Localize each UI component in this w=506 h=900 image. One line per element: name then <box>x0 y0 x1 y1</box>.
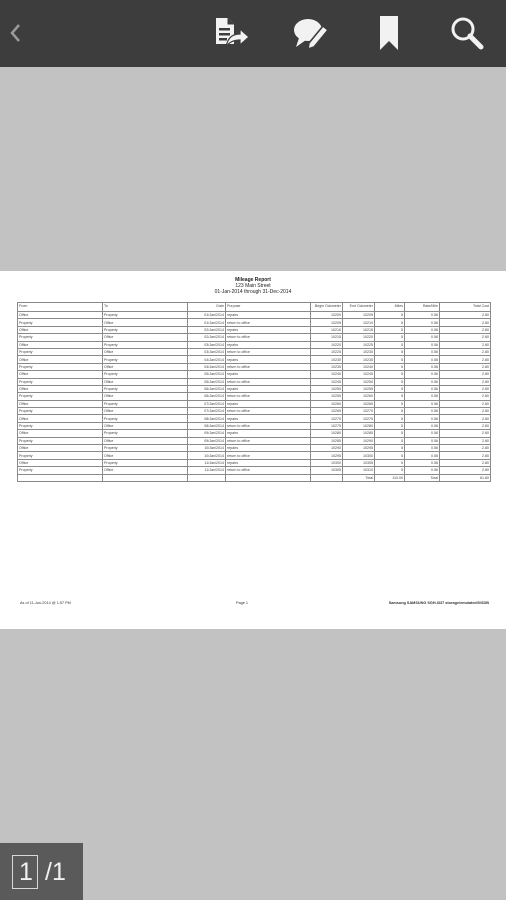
table-cell: 2.80 <box>440 378 491 385</box>
table-cell: 10295 <box>311 452 343 459</box>
annotate-pen-icon <box>291 14 331 52</box>
table-cell: Property <box>103 326 188 333</box>
table-cell: Office <box>103 393 188 400</box>
table-cell: 10240 <box>311 371 343 378</box>
empty-cell <box>188 474 226 481</box>
total-pages: /1 <box>45 858 66 886</box>
table-cell: return to office <box>226 408 311 415</box>
table-cell: 10275 <box>311 422 343 429</box>
table-cell: 10285 <box>311 437 343 444</box>
table-cell: Office <box>18 385 103 392</box>
table-cell: 5 <box>375 341 405 348</box>
table-cell: Office <box>103 437 188 444</box>
table-cell: 10210 <box>311 326 343 333</box>
table-cell: 10245 <box>343 371 375 378</box>
share-pdf-icon <box>212 14 252 52</box>
table-cell: 0.56 <box>405 312 440 319</box>
table-cell: 5 <box>375 408 405 415</box>
table-cell: 10245 <box>311 378 343 385</box>
table-cell: 2.80 <box>440 385 491 392</box>
table-cell: 0.56 <box>405 452 440 459</box>
empty-cell <box>103 474 188 481</box>
table-cell: 10220 <box>311 341 343 348</box>
table-row <box>18 334 491 341</box>
table-cell: 2.80 <box>440 348 491 355</box>
table-cell: 5 <box>375 422 405 429</box>
table-row <box>18 422 491 429</box>
table-cell: 0.56 <box>405 378 440 385</box>
table-cell: Office <box>103 408 188 415</box>
table-cell: 0.56 <box>405 334 440 341</box>
table-cell: 10225 <box>311 348 343 355</box>
table-cell: 10255 <box>311 393 343 400</box>
table-cell: Property <box>18 319 103 326</box>
table-cell: Office <box>18 312 103 319</box>
table-cell: 10215 <box>311 334 343 341</box>
column-header: Rate/Mile <box>405 303 440 312</box>
table-cell: 5 <box>375 326 405 333</box>
table-cell: 10280 <box>343 422 375 429</box>
table-cell: Office <box>103 467 188 474</box>
totals-cell: Total <box>343 474 375 481</box>
column-header: Miles <box>375 303 405 312</box>
table-cell: repairs <box>226 385 311 392</box>
totals-cell: Total <box>405 474 440 481</box>
table-cell: 09/Jan/2014 <box>188 437 226 444</box>
table-cell: Property <box>18 348 103 355</box>
table-cell: 11/Jan/2014 <box>188 459 226 466</box>
table-cell: 02/Jan/2014 <box>188 326 226 333</box>
column-header: Date <box>188 303 226 312</box>
table-cell: 09/Jan/2014 <box>188 430 226 437</box>
table-cell: 02/Jan/2014 <box>188 334 226 341</box>
table-cell: return to office <box>226 393 311 400</box>
table-cell: 2.80 <box>440 326 491 333</box>
column-header: To <box>103 303 188 312</box>
table-cell: 5 <box>375 371 405 378</box>
table-cell: 0.56 <box>405 393 440 400</box>
table-cell: 5 <box>375 334 405 341</box>
table-cell: 01/Jan/2014 <box>188 312 226 319</box>
table-cell: 0.56 <box>405 467 440 474</box>
totals-row <box>18 474 491 481</box>
table-cell: Office <box>103 348 188 355</box>
table-cell: 03/Jan/2014 <box>188 341 226 348</box>
table-cell: Property <box>18 467 103 474</box>
table-cell: 5 <box>375 459 405 466</box>
table-row <box>18 467 491 474</box>
table-cell: 10225 <box>343 341 375 348</box>
table-cell: Property <box>103 400 188 407</box>
table-cell: 2.80 <box>440 452 491 459</box>
table-cell: Office <box>103 422 188 429</box>
table-cell: 0.56 <box>405 400 440 407</box>
table-cell: 10260 <box>311 400 343 407</box>
toolbar <box>0 0 506 67</box>
table-cell: 0.56 <box>405 341 440 348</box>
table-row <box>18 363 491 370</box>
table-cell: 10230 <box>311 356 343 363</box>
table-row <box>18 430 491 437</box>
table-row <box>18 319 491 326</box>
table-cell: 5 <box>375 356 405 363</box>
table-cell: 07/Jan/2014 <box>188 400 226 407</box>
table-cell: 5 <box>375 319 405 326</box>
totals-cell: 110.00 <box>375 474 405 481</box>
table-row <box>18 452 491 459</box>
table-cell: 0.56 <box>405 356 440 363</box>
table-cell: 0.56 <box>405 408 440 415</box>
table-cell: return to office <box>226 363 311 370</box>
back-button[interactable] <box>2 10 28 56</box>
table-cell: 05/Jan/2014 <box>188 371 226 378</box>
empty-cell <box>18 474 103 481</box>
table-cell: Property <box>103 430 188 437</box>
table-cell: repairs <box>226 459 311 466</box>
table-row <box>18 371 491 378</box>
table-cell: Office <box>18 445 103 452</box>
table-row <box>18 415 491 422</box>
table-cell: Office <box>18 356 103 363</box>
table-cell: 10/Jan/2014 <box>188 445 226 452</box>
table-cell: 2.80 <box>440 437 491 444</box>
table-cell: repairs <box>226 371 311 378</box>
table-cell: Office <box>18 430 103 437</box>
column-header: Purpose <box>226 303 311 312</box>
table-cell: 10200 <box>311 312 343 319</box>
table-cell: 2.80 <box>440 467 491 474</box>
current-page: 1 <box>19 858 33 886</box>
table-cell: 10255 <box>343 385 375 392</box>
table-cell: Office <box>18 326 103 333</box>
table-cell: Property <box>18 334 103 341</box>
table-cell: return to office <box>226 348 311 355</box>
table-cell: 5 <box>375 312 405 319</box>
table-cell: Office <box>103 378 188 385</box>
table-cell: repairs <box>226 356 311 363</box>
table-cell: Property <box>103 356 188 363</box>
table-cell: 10285 <box>343 430 375 437</box>
column-header: Begin Odometer <box>311 303 343 312</box>
table-cell: 0.56 <box>405 437 440 444</box>
table-cell: 0.56 <box>405 363 440 370</box>
table-cell: 2.80 <box>440 393 491 400</box>
table-cell: 10235 <box>311 363 343 370</box>
table-cell: 5 <box>375 393 405 400</box>
table-cell: 5 <box>375 400 405 407</box>
table-cell: 5 <box>375 363 405 370</box>
table-cell: Property <box>18 378 103 385</box>
table-cell: 06/Jan/2014 <box>188 393 226 400</box>
column-header: Total Cost <box>440 303 491 312</box>
table-cell: 10310 <box>343 467 375 474</box>
back-chevron-icon <box>8 22 22 44</box>
table-cell: Office <box>18 371 103 378</box>
table-cell: Property <box>18 422 103 429</box>
table-cell: Office <box>103 363 188 370</box>
table-cell: 2.80 <box>440 430 491 437</box>
table-cell: 10270 <box>343 408 375 415</box>
column-header: From <box>18 303 103 312</box>
table-cell: Property <box>103 341 188 348</box>
table-cell: 5 <box>375 437 405 444</box>
table-cell: return to office <box>226 319 311 326</box>
footer-timestamp: As of 11-Jun-2014 @ 1:57 PM <box>20 601 71 605</box>
search-button[interactable] <box>444 10 490 56</box>
table-cell: 2.80 <box>440 341 491 348</box>
table-cell: 10290 <box>343 437 375 444</box>
table-cell: 2.80 <box>440 334 491 341</box>
table-cell: return to office <box>226 452 311 459</box>
table-cell: 10300 <box>311 459 343 466</box>
table-cell: Property <box>18 437 103 444</box>
table-cell: repairs <box>226 312 311 319</box>
table-cell: 10230 <box>343 348 375 355</box>
totals-cell: 61.60 <box>440 474 491 481</box>
empty-cell <box>311 474 343 481</box>
table-cell: Property <box>18 393 103 400</box>
table-cell: Office <box>18 341 103 348</box>
table-cell: Office <box>103 452 188 459</box>
table-cell: 2.80 <box>440 422 491 429</box>
table-cell: Property <box>103 312 188 319</box>
table-cell: repairs <box>226 430 311 437</box>
table-cell: 10295 <box>343 445 375 452</box>
bookmark-button[interactable] <box>366 10 412 56</box>
table-cell: 2.80 <box>440 415 491 422</box>
footer-page-number: Page 1 <box>236 601 249 605</box>
table-cell: 10260 <box>343 393 375 400</box>
table-cell: 10305 <box>343 459 375 466</box>
table-cell: repairs <box>226 326 311 333</box>
table-cell: 10250 <box>311 385 343 392</box>
table-cell: 5 <box>375 415 405 422</box>
table-row <box>18 326 491 333</box>
table-cell: 10205 <box>311 319 343 326</box>
table-cell: 0.56 <box>405 445 440 452</box>
table-cell: repairs <box>226 445 311 452</box>
table-cell: 10220 <box>343 334 375 341</box>
table-cell: repairs <box>226 341 311 348</box>
table-cell: 5 <box>375 452 405 459</box>
table-row <box>18 348 491 355</box>
table-cell: 01/Jan/2014 <box>188 319 226 326</box>
table-header-row <box>18 303 491 312</box>
table-row <box>18 385 491 392</box>
empty-cell <box>226 474 311 481</box>
table-cell: 10290 <box>311 445 343 452</box>
table-cell: 10205 <box>343 312 375 319</box>
report-address: 123 Main Street <box>235 283 271 289</box>
table-cell: 10/Jan/2014 <box>188 452 226 459</box>
table-row <box>18 400 491 407</box>
table-cell: 0.56 <box>405 385 440 392</box>
table-cell: 10270 <box>311 415 343 422</box>
table-cell: 11/Jan/2014 <box>188 467 226 474</box>
table-cell: 2.80 <box>440 312 491 319</box>
table-cell: 5 <box>375 430 405 437</box>
table-cell: 10210 <box>343 319 375 326</box>
table-cell: Office <box>18 415 103 422</box>
bookmark-icon <box>376 14 402 52</box>
table-cell: 0.56 <box>405 326 440 333</box>
table-cell: Property <box>103 385 188 392</box>
table-cell: Property <box>103 445 188 452</box>
table-cell: return to office <box>226 437 311 444</box>
table-cell: repairs <box>226 415 311 422</box>
table-cell: Property <box>103 415 188 422</box>
table-cell: Property <box>18 408 103 415</box>
table-cell: 10235 <box>343 356 375 363</box>
table-cell: 04/Jan/2014 <box>188 356 226 363</box>
table-row <box>18 312 491 319</box>
table-cell: return to office <box>226 422 311 429</box>
table-cell: return to office <box>226 378 311 385</box>
table-cell: return to office <box>226 334 311 341</box>
pdf-page[interactable] <box>0 271 506 629</box>
table-cell: 0.56 <box>405 319 440 326</box>
table-cell: 0.56 <box>405 371 440 378</box>
footer-device-path: Samsung SAMSUNG SGH-I337 storage/emulated/0/SDB <box>388 601 489 605</box>
table-cell: Office <box>103 319 188 326</box>
table-cell: Property <box>18 452 103 459</box>
table-cell: 10300 <box>343 452 375 459</box>
table-cell: 2.80 <box>440 408 491 415</box>
table-row <box>18 378 491 385</box>
table-cell: 10265 <box>311 408 343 415</box>
table-cell: 2.80 <box>440 445 491 452</box>
annotate-button[interactable] <box>288 10 334 56</box>
table-cell: 0.56 <box>405 348 440 355</box>
table-cell: Office <box>18 459 103 466</box>
table-cell: Property <box>103 459 188 466</box>
table-cell: 08/Jan/2014 <box>188 415 226 422</box>
table-cell: 10280 <box>311 430 343 437</box>
table-cell: 10215 <box>343 326 375 333</box>
table-cell: 05/Jan/2014 <box>188 378 226 385</box>
table-cell: 10305 <box>311 467 343 474</box>
table-cell: 0.56 <box>405 422 440 429</box>
table-cell: 5 <box>375 348 405 355</box>
table-cell: 10240 <box>343 363 375 370</box>
table-row <box>18 408 491 415</box>
table-cell: 2.80 <box>440 400 491 407</box>
table-cell: Property <box>18 363 103 370</box>
report-date-range: 01-Jan-2014 through 31-Dec-2014 <box>214 289 292 295</box>
table-cell: 5 <box>375 445 405 452</box>
table-cell: Office <box>18 400 103 407</box>
share-button[interactable] <box>209 10 255 56</box>
table-row <box>18 437 491 444</box>
table-cell: Office <box>103 334 188 341</box>
table-row <box>18 393 491 400</box>
table-cell: return to office <box>226 467 311 474</box>
page-indicator[interactable] <box>0 843 83 900</box>
report-title: Mileage Report <box>235 277 271 283</box>
table-cell: Property <box>103 371 188 378</box>
table-row <box>18 356 491 363</box>
table-cell: repairs <box>226 400 311 407</box>
table-cell: 5 <box>375 467 405 474</box>
table-cell: 0.56 <box>405 430 440 437</box>
table-cell: 5 <box>375 385 405 392</box>
table-cell: 03/Jan/2014 <box>188 348 226 355</box>
mileage-table <box>17 302 491 482</box>
table-cell: 5 <box>375 378 405 385</box>
search-icon <box>447 14 487 52</box>
table-cell: 0.56 <box>405 459 440 466</box>
table-cell: 2.80 <box>440 356 491 363</box>
table-cell: 2.80 <box>440 363 491 370</box>
table-cell: 07/Jan/2014 <box>188 408 226 415</box>
column-header: End Odometer <box>343 303 375 312</box>
table-row <box>18 341 491 348</box>
table-cell: 08/Jan/2014 <box>188 422 226 429</box>
table-cell: 2.80 <box>440 319 491 326</box>
table-cell: 06/Jan/2014 <box>188 385 226 392</box>
table-cell: 2.80 <box>440 459 491 466</box>
table-cell: 04/Jan/2014 <box>188 363 226 370</box>
table-cell: 2.80 <box>440 371 491 378</box>
table-row <box>18 445 491 452</box>
table-cell: 0.56 <box>405 415 440 422</box>
table-cell: 10250 <box>343 378 375 385</box>
table-cell: 10275 <box>343 415 375 422</box>
table-row <box>18 459 491 466</box>
table-cell: 10265 <box>343 400 375 407</box>
